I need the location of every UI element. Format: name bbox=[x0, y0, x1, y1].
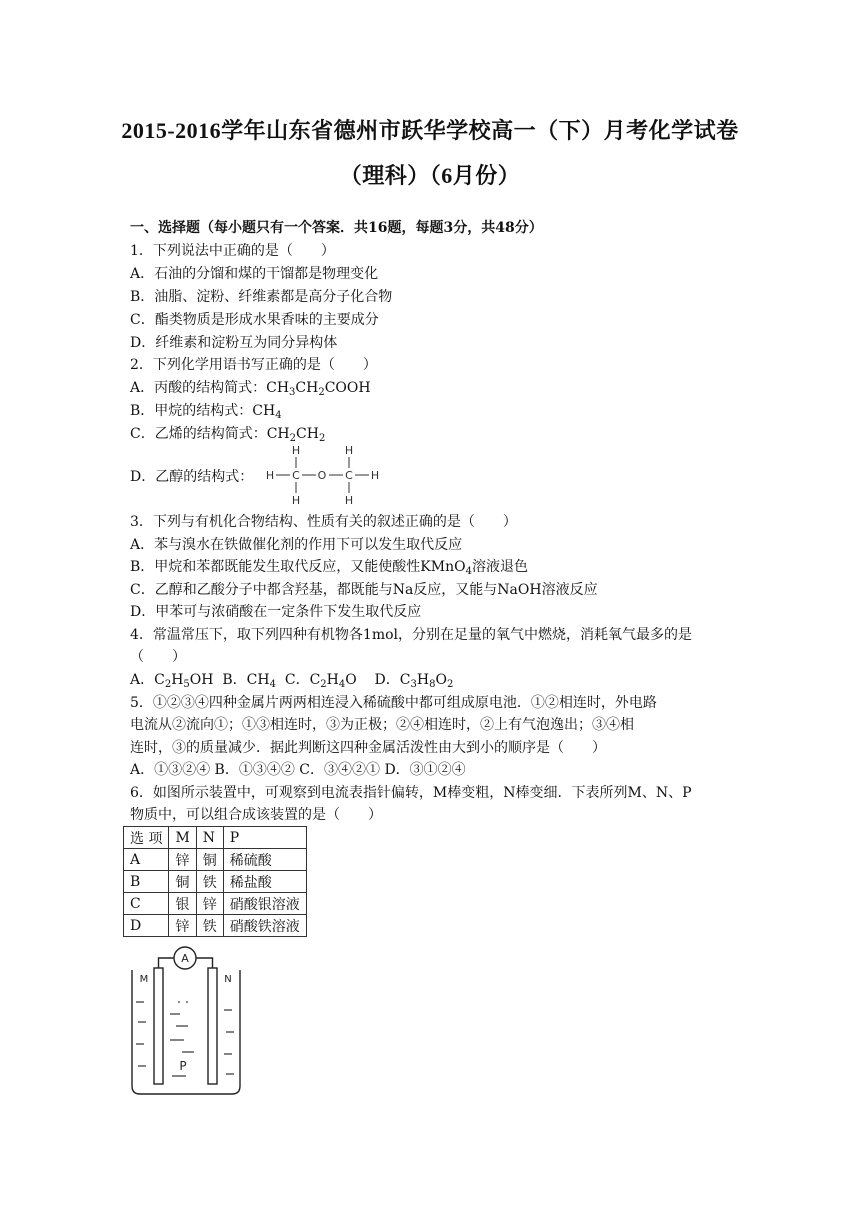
q6-stem-line2: 物质中，可以组合成该装置的是（ ） bbox=[130, 807, 382, 823]
table-cell: 锌 bbox=[169, 849, 196, 871]
table-cell: B bbox=[124, 871, 169, 893]
table-cell: 硝酸铁溶液 bbox=[223, 915, 306, 937]
q6-stem-line1: 6．如图所示装置中，可观察到电流表指针偏转，M棒变粗，N棒变细．下表所列M、N、P bbox=[130, 785, 692, 801]
electrode-n-label: N bbox=[224, 974, 232, 985]
table-header-cell: N bbox=[196, 827, 223, 849]
table-cell: 银 bbox=[169, 893, 196, 915]
q4-options: A．$C_2H_5OH$ B．$CH_4$ C．$C_2H_4O$ D．$C_3H_8O_2$ bbox=[130, 672, 454, 690]
atom-c-right: C bbox=[345, 469, 353, 482]
section-heading: 一、选择题（每小题只有一个答案．共16题，每题3分，共48分） bbox=[130, 220, 543, 236]
q2-option-b-text: B．甲烷的结构式： bbox=[130, 403, 253, 419]
atom-h-right: H bbox=[370, 469, 380, 482]
table-cell: 锌 bbox=[169, 915, 196, 937]
table-cell: 铁 bbox=[196, 871, 223, 893]
q5-options: A．①③②④ B．①③④② C．③④②① D．③①②④ bbox=[130, 762, 466, 778]
atom-h-bottom-right: H bbox=[344, 494, 354, 507]
table-cell: 锌 bbox=[196, 893, 223, 915]
table-cell: D bbox=[124, 915, 169, 937]
q1-option-d: D．纤维素和淀粉互为同分异构体 bbox=[130, 335, 338, 351]
q1-option-a: A．石油的分馏和煤的干馏都是物理变化 bbox=[130, 266, 379, 282]
exam-title-line1: 2015-2016学年山东省德州市跃华学校高一（下）月考化学试卷 bbox=[121, 118, 739, 143]
table-cell: A bbox=[124, 849, 169, 871]
wire-left bbox=[159, 958, 175, 968]
exam-title-line2: （理科）（6月份） bbox=[339, 163, 521, 188]
q4-stem-line2: （ ） bbox=[130, 649, 186, 665]
table-cell: 铜 bbox=[196, 849, 223, 871]
q3-option-a: A．苯与溴水在铁做催化剂的作用下可以发生取代反应 bbox=[130, 537, 463, 553]
atom-c-left: C bbox=[292, 469, 300, 482]
atom-h-left: H bbox=[265, 469, 275, 482]
ethanol-structure-figure bbox=[262, 442, 392, 508]
q3-option-d: D．甲苯可与浓硝酸在一定条件下发生取代反应 bbox=[130, 604, 422, 620]
q2-option-a-formula: $CH_3CH_2COOH$ bbox=[266, 380, 371, 398]
table-header-cell: 选 项 bbox=[124, 827, 169, 849]
table-header-cell: M bbox=[169, 827, 196, 849]
q2-option-c-formula: $CH_2CH_2$ bbox=[266, 426, 326, 444]
q2-option-a bbox=[130, 378, 740, 398]
table-header-row bbox=[124, 827, 307, 849]
table-row bbox=[124, 915, 307, 937]
q3-stem: 3．下列与有机化合物结构、性质有关的叙述正确的是（ ） bbox=[130, 514, 517, 530]
atom-h-bottom-left: H bbox=[291, 494, 301, 507]
ammeter-label: A bbox=[181, 952, 189, 965]
table-cell: 硝酸银溶液 bbox=[223, 893, 306, 915]
q2-option-c-text: C．乙烯的结构简式： bbox=[130, 426, 267, 442]
q5-stem-line1: 5．①②③④四种金属片两两相连浸入稀硫酸中都可组成原电池．①②相连时，外电路 bbox=[130, 695, 657, 711]
q1-option-b: B．油脂、淀粉、纤维素都是高分子化合物 bbox=[130, 289, 393, 305]
table-cell: C bbox=[124, 893, 169, 915]
q1-option-c: C．酯类物质是形成水果香味的主要成分 bbox=[130, 312, 379, 328]
table-cell: 铜 bbox=[169, 871, 196, 893]
q5-stem-line2: 电流从②流向①；①③相连时，③为正极；②④相连时，②上有气泡逸出；③④相 bbox=[130, 717, 634, 733]
q2-option-b-formula: $CH_4$ bbox=[252, 403, 282, 421]
q2-option-b bbox=[130, 401, 740, 421]
table-row bbox=[124, 893, 307, 915]
table-row bbox=[124, 849, 307, 871]
table-row bbox=[124, 871, 307, 893]
table-cell: 稀盐酸 bbox=[223, 871, 306, 893]
table-cell: 铁 bbox=[196, 915, 223, 937]
q2-option-d: D．乙醇的结构式： bbox=[130, 469, 254, 485]
galvanic-cell-figure bbox=[124, 940, 254, 1100]
q4-stem-line1: 4．常温常压下，取下列四种有机物各1mol，分别在足量的氧气中燃烧，消耗氧气最多的是 bbox=[130, 627, 692, 643]
q3-option-c: C．乙醇和乙酸分子中都含羟基，都既能与Na反应，又能与NaOH溶液反应 bbox=[130, 582, 598, 598]
wire-right bbox=[196, 958, 213, 968]
atom-o: O bbox=[317, 469, 327, 482]
q5-stem-line3: 连时，③的质量减少．据此判断这四种金属活泼性由大到小的顺序是（ ） bbox=[130, 740, 606, 756]
q2-stem: 2．下列化学用语书写正确的是（ ） bbox=[130, 357, 377, 373]
atom-h-top-right: H bbox=[344, 444, 354, 457]
table-cell: 稀硫酸 bbox=[223, 849, 306, 871]
q1-stem: 1．下列说法中正确的是（ ） bbox=[130, 243, 335, 259]
q6-options-table bbox=[123, 826, 307, 937]
q2-option-c bbox=[130, 424, 740, 444]
atom-h-top-left: H bbox=[291, 444, 301, 457]
q3-option-b: B．甲烷和苯都既能发生取代反应，又能使酸性KMnO$_4$溶液退色 bbox=[130, 559, 528, 577]
electrode-n bbox=[208, 968, 217, 1084]
table-header-cell: P bbox=[223, 827, 306, 849]
solution-label: P bbox=[179, 1059, 187, 1073]
electrode-m bbox=[154, 968, 163, 1084]
electrode-m-label: M bbox=[139, 974, 149, 985]
q2-option-a-text: A．丙酸的结构简式： bbox=[130, 380, 267, 396]
